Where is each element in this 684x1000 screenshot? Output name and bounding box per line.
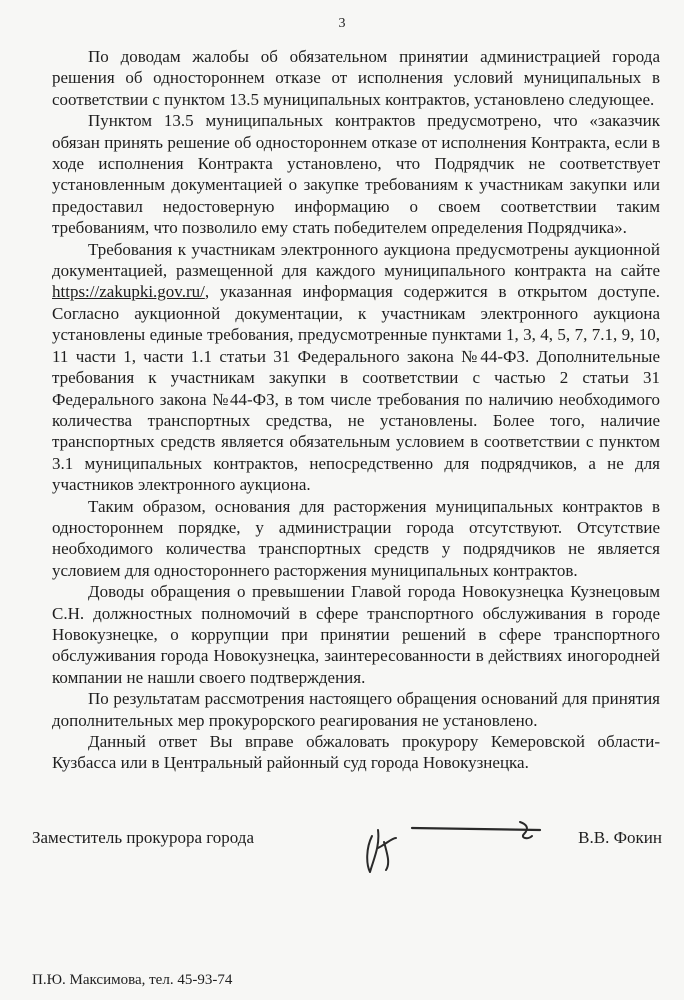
paragraph-text: Требования к участникам электронного аукциона предусмотрены аукционной документацией, размещенной для каждого муниципального контракта на сайте: [52, 239, 660, 281]
paragraph-text: Пунктом 13.5 муниципальных контрактов предусмотрено, что «заказчик обязан принять решение об одностороннем отказе от исполнения Контракта, если в ходе исполнения Контракта установлено, что Подрядчик не соответствует установленным документацией о закупке требованиям к участникам закупки или предоставил недостоверную информацию о своем соответствии таким требованиям, что позволило ему стать победителем определения Подрядчика».: [52, 111, 660, 238]
paragraph-text: По доводам жалобы об обязательном принятии администрацией города решения об одностороннем отказе от исполнения условий муниципальных в соответствии с пунктом 13.5 муниципальных контрактов, установлено следующее.: [52, 47, 660, 109]
paragraph-contract-clause: [52, 110, 660, 238]
letter-body: [52, 46, 660, 774]
paragraph-text: Таким образом, основания для расторжения муниципальных контрактов в одностороннем порядке, у администрации города отсутствуют. Отсутствие необходимого количества транспортных средств у подрядчиков не является условием для одностороннего расторжения муниципальных контрактов.: [52, 496, 660, 580]
paragraph-text: По результатам рассмотрения настоящего обращения оснований для принятия дополнительных мер прокурорского реагирования не установлено.: [52, 689, 660, 730]
paragraph-result: [52, 688, 660, 731]
page-number: 3: [338, 16, 346, 31]
paragraph-corruption-claims: [52, 581, 660, 688]
paragraph-appeal: [52, 731, 660, 774]
paragraph-complaint-arguments: [52, 46, 660, 110]
signer-title: Заместитель прокурора города: [32, 828, 254, 847]
paragraph-conclusion: [52, 496, 660, 582]
paragraph-text: Доводы обращения о превышении Главой города Новокузнецка Кузнецовым С.Н. должностных полномочий в сфере транспортного обслуживания в городе Новокузнецке, о коррупции при принятии решений в сфере транспортного обслуживания города Новокузнецка, заинтересованности в действиях иногородней компании не нашли своего подтверждения.: [52, 582, 660, 687]
paragraph-text: Данный ответ Вы вправе обжаловать прокурору Кемеровской области-Кузбасса или в Центральный районный суд города Новокузнецка.: [52, 732, 660, 773]
zakupki-link[interactable]: https://zakupki.gov.ru/: [52, 282, 205, 302]
handwritten-signature: [352, 808, 552, 878]
executor-contact: П.Ю. Максимова, тел. 45-93-74: [32, 972, 233, 988]
signer-name: В.В. Фокин: [578, 828, 662, 847]
signature-block: [32, 828, 662, 868]
paragraph-auction-requirements: [52, 239, 660, 496]
paragraph-text: , указанная информация содержится в открытом доступе. Согласно аукционной документации, к участникам электронного аукциона установлены единые требования, предусмотренные пунктами 1, 3, 4, 5, 7, 7.1, 9, 10, 11 части 1, части 1.1 статьи 31 Федерального закона №44-ФЗ. Дополнительные требования к участникам закупки в соответствии с частью 2 статьи 31 Федерального закона №44-ФЗ, в том числе требования по наличию необходимого количества транспортных средства, не установлены. Более того, наличие транспортных средств является обязательным условием в соответствии с пунктом 3.1 муниципальных контрактов, непосредственно для подрядчиков, а не для участников электронного аукциона.: [52, 282, 660, 495]
